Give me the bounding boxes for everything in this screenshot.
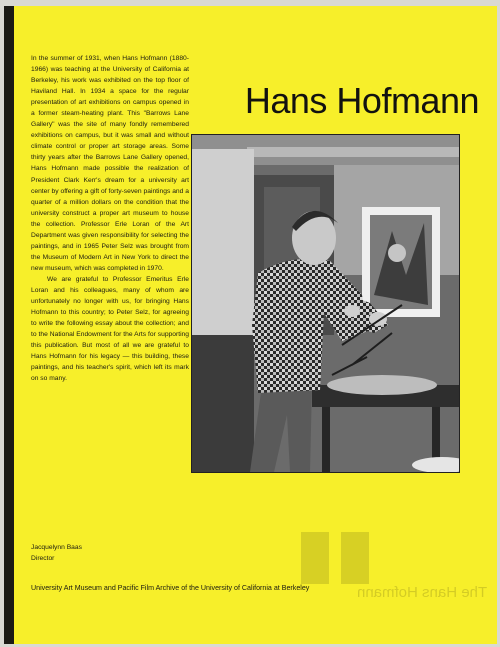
signature-role: Director: [31, 555, 55, 562]
signature-name: Jacquelynn Baas: [31, 544, 82, 551]
binding-spine: [4, 6, 14, 644]
publisher-footer: University Art Museum and Pacific Film Archive of the University of California at Berkeley: [31, 584, 310, 592]
artist-photograph: [191, 134, 460, 473]
ghost-text: The Hans Hofmann: [357, 584, 488, 601]
show-through-reverse-print: [287, 524, 497, 644]
ghost-letter-block: [341, 532, 369, 584]
intro-paragraph-2: We are grateful to Professor Emeritus Erle Loran and his colleagues, many of whom are unfortunately no longer with us, for bringing Hans Hofmann to this country; to Peter Selz, for agreeing to write the following essay about the collection; and to the National Endowment for the Arts for supporting this publication. But most of all we are grateful to Hans Hofmann for his legacy — this building, these paintings, and his teacher's spirit, which left its mark on so many.: [31, 275, 189, 383]
intro-text: [31, 53, 189, 384]
studio-scene-image: [192, 135, 459, 472]
page-title: Hans Hofmann: [244, 80, 479, 121]
ghost-letter-block: [301, 532, 329, 584]
signature-block: [31, 542, 181, 564]
intro-paragraph-1: In the summer of 1931, when Hans Hofmann (1880-1966) was teaching at the University of California at Berkeley, his work was exhibited on the top floor of Haviland Hall. In 1934 a space for the regular presentation of art exhibitions on campus opened in a former steam-heating plant. This "Barrows Lane Gallery" was the site of many fondly remembered exhibitions on campus, but it was small and without climate control or proper art storage areas. Some thirty years after the Barrows Lane Gallery opened, Hans Hofmann made possible the realization of President Clark Kerr's dream for a university art center by offering a gift of forty-seven paintings and a quarter of a million dollars on the condition that the university construct a proper art museum to house the collection. Professor Erle Loran of the Art Department was given responsibility for selecting the paintings, and in 1965 Peter Selz was brought from the Museum of Modern Art in New York to direct the new museum, which was completed in 1970.: [31, 55, 189, 272]
brochure-page: [4, 6, 497, 644]
